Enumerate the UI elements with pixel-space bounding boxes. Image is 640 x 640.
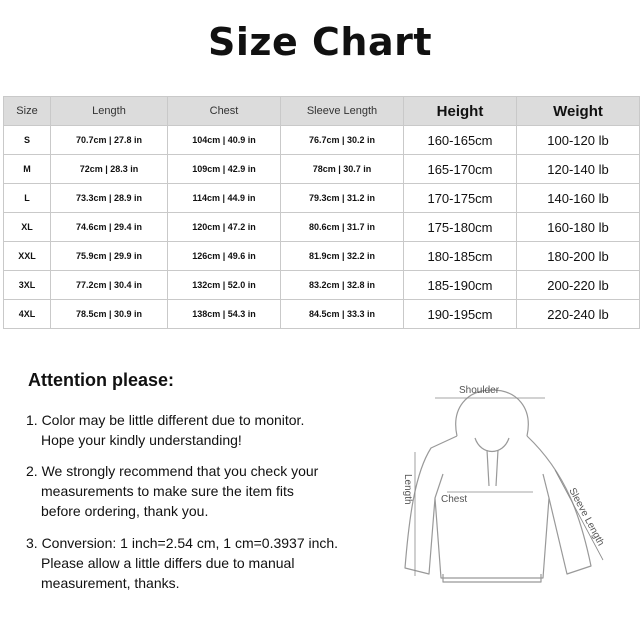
note-2-line-2: measurements to make sure the item fits	[41, 483, 294, 499]
cell-length: 77.2cm | 30.4 in	[51, 271, 168, 300]
cell-size: M	[4, 155, 51, 184]
note-2	[26, 461, 318, 521]
note-1	[26, 410, 304, 450]
header-length: Length	[51, 97, 168, 126]
cell-length: 78.5cm | 30.9 in	[51, 300, 168, 329]
cell-size: 4XL	[4, 300, 51, 329]
cell-length: 75.9cm | 29.9 in	[51, 242, 168, 271]
cell-chest: 126cm | 49.6 in	[168, 242, 281, 271]
cell-weight: 200-220 lb	[517, 271, 640, 300]
table-row	[4, 184, 640, 213]
header-size: Size	[4, 97, 51, 126]
cell-chest: 109cm | 42.9 in	[168, 155, 281, 184]
cell-length: 72cm | 28.3 in	[51, 155, 168, 184]
cell-chest: 114cm | 44.9 in	[168, 184, 281, 213]
table-header-row	[4, 97, 640, 126]
table-row	[4, 271, 640, 300]
cell-weight: 160-180 lb	[517, 213, 640, 242]
cell-length: 73.3cm | 28.9 in	[51, 184, 168, 213]
note-3-line-3: measurement, thanks.	[41, 575, 180, 591]
cell-sleeve-length: 84.5cm | 33.3 in	[281, 300, 404, 329]
note-3-line-1: 3. Conversion: 1 inch=2.54 cm, 1 cm=0.3937 inch.	[26, 535, 339, 551]
note-2-line-1: 2. We strongly recommend that you check your	[26, 463, 319, 479]
note-3	[26, 533, 338, 593]
table-row	[4, 300, 640, 329]
cell-height: 190-195cm	[404, 300, 517, 329]
cell-sleeve-length: 80.6cm | 31.7 in	[281, 213, 404, 242]
cell-sleeve-length: 83.2cm | 32.8 in	[281, 271, 404, 300]
cell-height: 175-180cm	[404, 213, 517, 242]
cell-height: 180-185cm	[404, 242, 517, 271]
cell-size: 3XL	[4, 271, 51, 300]
shoulder-label: Shoulder	[459, 385, 500, 396]
note-1-line-2: Hope your kindly understanding!	[41, 432, 242, 448]
attention-heading: Attention please:	[28, 370, 175, 390]
page-title: Size Chart	[207, 20, 432, 64]
cell-weight: 220-240 lb	[517, 300, 640, 329]
sleeve-length-label: Sleeve Length	[566, 486, 607, 548]
cell-sleeve-length: 76.7cm | 30.2 in	[281, 126, 404, 155]
note-3-line-2: Please allow a little differs due to manual	[41, 555, 295, 571]
cell-height: 170-175cm	[404, 184, 517, 213]
header-weight: Weight	[517, 97, 640, 126]
cell-length: 74.6cm | 29.4 in	[51, 213, 168, 242]
cell-weight: 100-120 lb	[517, 126, 640, 155]
table-row	[4, 126, 640, 155]
cell-size: L	[4, 184, 51, 213]
cell-sleeve-length: 81.9cm | 32.2 in	[281, 242, 404, 271]
cell-height: 165-170cm	[404, 155, 517, 184]
cell-size: XL	[4, 213, 51, 242]
table-row	[4, 213, 640, 242]
note-2-line-3: before ordering, thank you.	[41, 503, 209, 519]
cell-length: 70.7cm | 27.8 in	[51, 126, 168, 155]
note-1-line-1: 1. Color may be little different due to monitor.	[26, 412, 305, 428]
cell-chest: 120cm | 47.2 in	[168, 213, 281, 242]
cell-weight: 120-140 lb	[517, 155, 640, 184]
cell-height: 185-190cm	[404, 271, 517, 300]
header-chest: Chest	[168, 97, 281, 126]
cell-height: 160-165cm	[404, 126, 517, 155]
header-height: Height	[404, 97, 517, 126]
hoodie-measurement-diagram	[395, 378, 620, 598]
cell-sleeve-length: 78cm | 30.7 in	[281, 155, 404, 184]
cell-sleeve-length: 79.3cm | 31.2 in	[281, 184, 404, 213]
cell-size: XXL	[4, 242, 51, 271]
table-row	[4, 242, 640, 271]
length-label: Length	[402, 474, 413, 505]
cell-weight: 180-200 lb	[517, 242, 640, 271]
table-row	[4, 155, 640, 184]
size-chart-table	[3, 96, 640, 329]
cell-chest: 132cm | 52.0 in	[168, 271, 281, 300]
cell-chest: 104cm | 40.9 in	[168, 126, 281, 155]
chest-label: Chest	[441, 494, 468, 505]
cell-size: S	[4, 126, 51, 155]
cell-weight: 140-160 lb	[517, 184, 640, 213]
cell-chest: 138cm | 54.3 in	[168, 300, 281, 329]
header-sleeve-length: Sleeve Length	[281, 97, 404, 126]
